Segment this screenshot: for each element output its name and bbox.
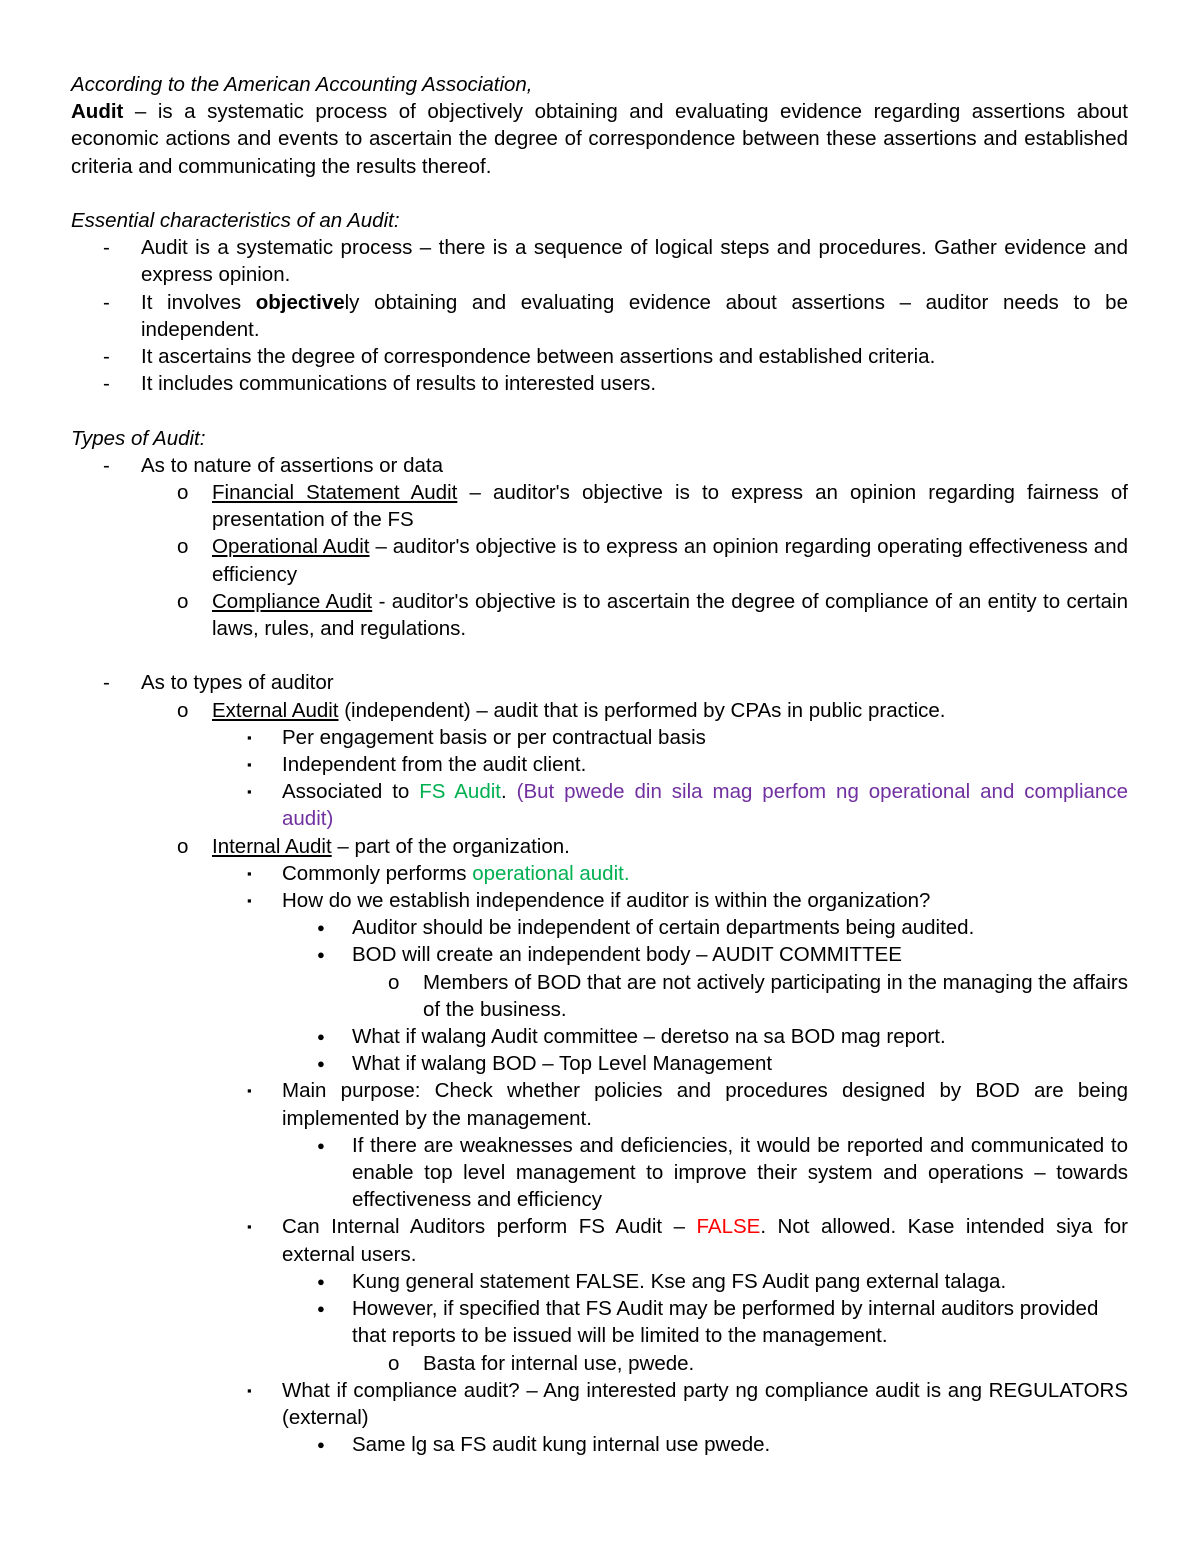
audit-type-name: Operational Audit xyxy=(212,535,370,559)
fs-answer: ● However, if specified that FS Audit may be performed by internal auditors provided that reports to be issued will be limited to the management. xyxy=(317,1297,1099,1348)
external-point: ▪ Per engagement basis or per contractual basis xyxy=(71,724,1128,751)
audit-type-desc: – auditor's objective is to express an opinion regarding operating effectiveness and efficiency xyxy=(212,535,1128,586)
nature-group xyxy=(71,452,1128,479)
square-bullet: ▪ xyxy=(247,865,252,881)
audit-definition xyxy=(71,98,1128,180)
purpose-detail: ● If there are weaknesses and deficiencies, it would be reported and communicated to enable top level management to improve their system and operations – towards effectiveness and efficiency xyxy=(317,1133,1128,1212)
fs-answer-note: o Basta for internal use, pwede. xyxy=(71,1350,1128,1377)
audit-type-item xyxy=(71,588,1128,642)
circle-bullet: o xyxy=(388,1351,400,1375)
circle-bullet: o xyxy=(177,535,189,559)
circle-bullet: o xyxy=(177,834,189,858)
characteristic-text: It involves objectively obtaining and evaluating evidence about assertions – auditor needs to be independent. xyxy=(141,290,1128,341)
dot-bullet: ● xyxy=(317,1029,325,1045)
independence-answer: ● What if walang BOD – Top Level Management xyxy=(71,1050,1128,1077)
square-bullet: ▪ xyxy=(247,729,252,745)
characteristic-item xyxy=(71,289,1128,343)
nature-label: As to nature of assertions or data xyxy=(141,453,443,477)
circle-bullet: o xyxy=(388,970,400,994)
external-point: ▪ Independent from the audit client. xyxy=(71,751,1128,778)
dash-bullet: - xyxy=(103,236,110,260)
external-point: ▪ Associated to FS Audit. (But pwede din sila mag perfom ng operational and compliance audit) xyxy=(247,780,1128,831)
compliance-answer: ● Same lg sa FS audit kung internal use pwede. xyxy=(71,1431,1128,1458)
objective-bold: objective xyxy=(255,290,345,314)
external-audit-desc: (independent) – audit that is performed by CPAs in public practice. xyxy=(338,698,946,722)
dash-bullet: - xyxy=(103,671,110,695)
characteristic-item xyxy=(71,343,1128,370)
circle-bullet: o xyxy=(177,698,189,722)
fs-answer: ● Kung general statement FALSE. Kse ang FS Audit pang external talaga. xyxy=(71,1268,1128,1295)
operational-audit-highlight: operational audit. xyxy=(472,861,630,885)
square-bullet: ▪ xyxy=(247,1219,252,1235)
types-heading: Types of Audit: xyxy=(71,426,206,450)
dot-bullet: ● xyxy=(317,1437,325,1453)
dot-bullet: ● xyxy=(317,1273,325,1289)
internal-audit-name: Internal Audit xyxy=(212,834,332,858)
dot-bullet: ● xyxy=(317,1137,325,1153)
dot-bullet: ● xyxy=(317,920,325,936)
dash-bullet: - xyxy=(103,453,110,477)
audit-type-desc: – auditor's objective is to express an opinion regarding fairness of presentation of the FS xyxy=(212,481,1128,532)
independence-answer: ● BOD will create an independent body – AUDIT COMMITTEE xyxy=(71,941,1128,968)
square-bullet: ▪ xyxy=(247,1382,252,1398)
internal-point: ▪ Main purpose: Check whether policies and procedures designed by BOD are being implemented by the management. xyxy=(247,1079,1128,1130)
audit-term: Audit xyxy=(71,100,124,124)
audit-type-item xyxy=(71,479,1128,533)
external-audit-item xyxy=(71,697,1128,724)
auditor-label: As to types of auditor xyxy=(141,671,334,695)
dash-bullet: - xyxy=(103,290,110,314)
circle-bullet: o xyxy=(177,481,189,505)
square-bullet: ▪ xyxy=(247,1083,252,1099)
internal-audit-item xyxy=(71,833,1128,860)
square-bullet: ▪ xyxy=(247,757,252,773)
internal-point: ▪ What if compliance audit? – Ang interested party ng compliance audit is ang REGULATORS (external) xyxy=(247,1378,1128,1429)
independence-answer: ● Auditor should be independent of certain departments being audited. xyxy=(71,914,1128,941)
dash-bullet: - xyxy=(103,372,110,396)
circle-bullet: o xyxy=(177,589,189,613)
characteristic-item xyxy=(71,234,1128,288)
internal-point: ▪ How do we establish independence if auditor is within the organization? xyxy=(71,887,1128,914)
auditor-group xyxy=(71,669,1128,696)
false-highlight: FALSE xyxy=(696,1215,761,1239)
dot-bullet: ● xyxy=(317,1301,325,1317)
characteristic-text: It ascertains the degree of correspondence between assertions and established criteria. xyxy=(141,345,936,369)
characteristic-text: It includes communications of results to interested users. xyxy=(141,372,657,396)
audit-type-desc: - auditor's objective is to ascertain the degree of compliance of an entity to certain laws, rules, and regulations. xyxy=(212,589,1128,641)
characteristics-heading: Essential characteristics of an Audit: xyxy=(71,209,400,232)
independence-answer: ● What if walang Audit committee – deretso na sa BOD mag report. xyxy=(71,1023,1128,1050)
dot-bullet: ● xyxy=(317,1056,325,1072)
purple-note: (But pwede din sila mag perfom ng operational and compliance audit) xyxy=(282,780,1128,831)
fs-audit-highlight: FS Audit xyxy=(419,780,501,804)
committee-note: o Members of BOD that are not actively participating in the managing the affairs of the business. xyxy=(388,970,1128,1021)
characteristic-item xyxy=(71,370,1128,397)
audit-type-name: Compliance Audit xyxy=(212,589,373,613)
dash-bullet: - xyxy=(103,345,110,369)
audit-definition-text: – is a systematic process of objectively obtaining and evaluating evidence regarding assertions about economic actions and events to ascertain the degree of correspondence between these assertions and established criteria and communicating the results thereof. xyxy=(71,100,1128,178)
square-bullet: ▪ xyxy=(247,893,252,909)
audit-type-name: Financial Statement Audit xyxy=(212,481,458,505)
internal-point: ▪ Can Internal Auditors perform FS Audit – FALSE. Not allowed. Kase intended siya for external users. xyxy=(247,1215,1128,1266)
square-bullet: ▪ xyxy=(247,784,252,800)
internal-point: ▪ Commonly performs operational audit. xyxy=(71,860,1128,887)
dot-bullet: ● xyxy=(317,947,325,963)
internal-audit-desc: – part of the organization. xyxy=(331,834,570,858)
characteristic-text: Audit is a systematic process – there is a sequence of logical steps and procedures. Gather evidence and express opinion. xyxy=(141,236,1128,287)
intro-heading: According to the American Accounting Association, xyxy=(71,73,533,96)
audit-type-item xyxy=(71,533,1128,587)
external-audit-name: External Audit xyxy=(212,698,339,722)
